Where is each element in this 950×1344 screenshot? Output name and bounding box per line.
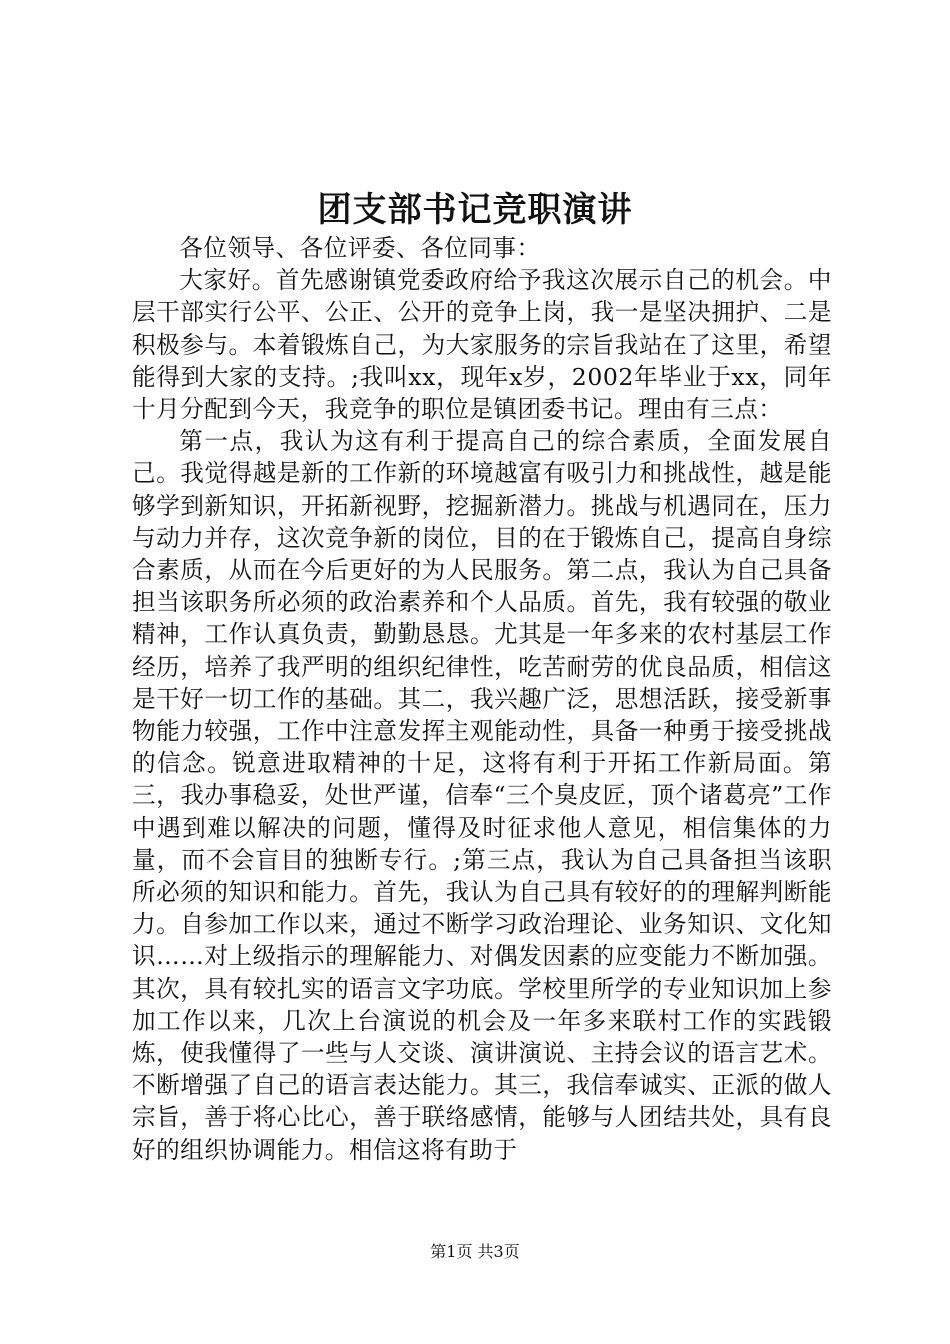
page-number-footer: 第1页 共3页 bbox=[430, 1242, 520, 1261]
document-body bbox=[132, 232, 832, 1166]
reasons-paragraph: 第一点，我认为这有利于提高自己的综合素质，全面发展自己。我觉得越是新的工作新的环境越富有吸引力和挑战性，越是能够学到新知识，开拓新视野，挖掘新潜力。挑战与机遇同在，压力与动力并存，这次竞争新的岗位，目的在于锻炼自己，提高自身综合素质，从而在今后更好的为人民服务。第二点，我认为自己具备担当该职务所必须的政治素养和个人品质。首先，我有较强的敬业精神，工作认真负责，勤勤恳恳。尤其是一年多来的农村基层工作经历，培养了我严明的组织纪律性，吃苦耐劳的优良品质，相信这是干好一切工作的基础。其二，我兴趣广泛，思想活跃，接受新事物能力较强，工作中注意发挥主观能动性，具备一种勇于接受挑战的信念。锐意进取精神的十足，这将有利于开拓工作新局面。第三，我办事稳妥，处世严谨，信奉“三个臭皮匠，顶个诸葛亮”工作中遇到难以解决的问题，懂得及时征求他人意见，相信集体的力量，而不会盲目的独断专行。;第三点，我认为自己具备担当该职所必须的知识和能力。首先，我认为自己具有较好的的理解判断能力。自参加工作以来，通过不断学习政治理论、业务知识、文化知识……对上级指示的理解能力、对偶发因素的应变能力不断加强。其次，具有较扎实的语言文字功底。学校里所学的专业知识加上参加工作以来，几次上台演说的机会及一年多来联村工作的实践锻炼，使我懂得了一些与人交谈、演讲演说、主持会议的语言艺术。不断增强了自己的语言表达能力。其三，我信奉诚实、正派的做人宗旨，善于将心比心，善于联络感情，能够与人团结共处，具有良好的组织协调能力。相信这将有助于 bbox=[132, 427, 832, 1164]
document-title: 团支部书记竞职演讲 bbox=[317, 190, 633, 230]
salutation-paragraph: 各位领导、各位评委、各位同事： bbox=[179, 234, 541, 262]
intro-paragraph: 大家好。首先感谢镇党委政府给予我这次展示自己的机会。中层干部实行公平、公正、公开的竞争上岗，我一是坚决拥护、二是积极参与。本着锻炼自己，为大家服务的宗旨我站在了这里，希望能得到大家的支持。;我叫xx，现年x岁，2002年毕业于xx，同年十月分配到今天，我竞争的职位是镇团委书记。理由有三点： bbox=[132, 266, 832, 424]
